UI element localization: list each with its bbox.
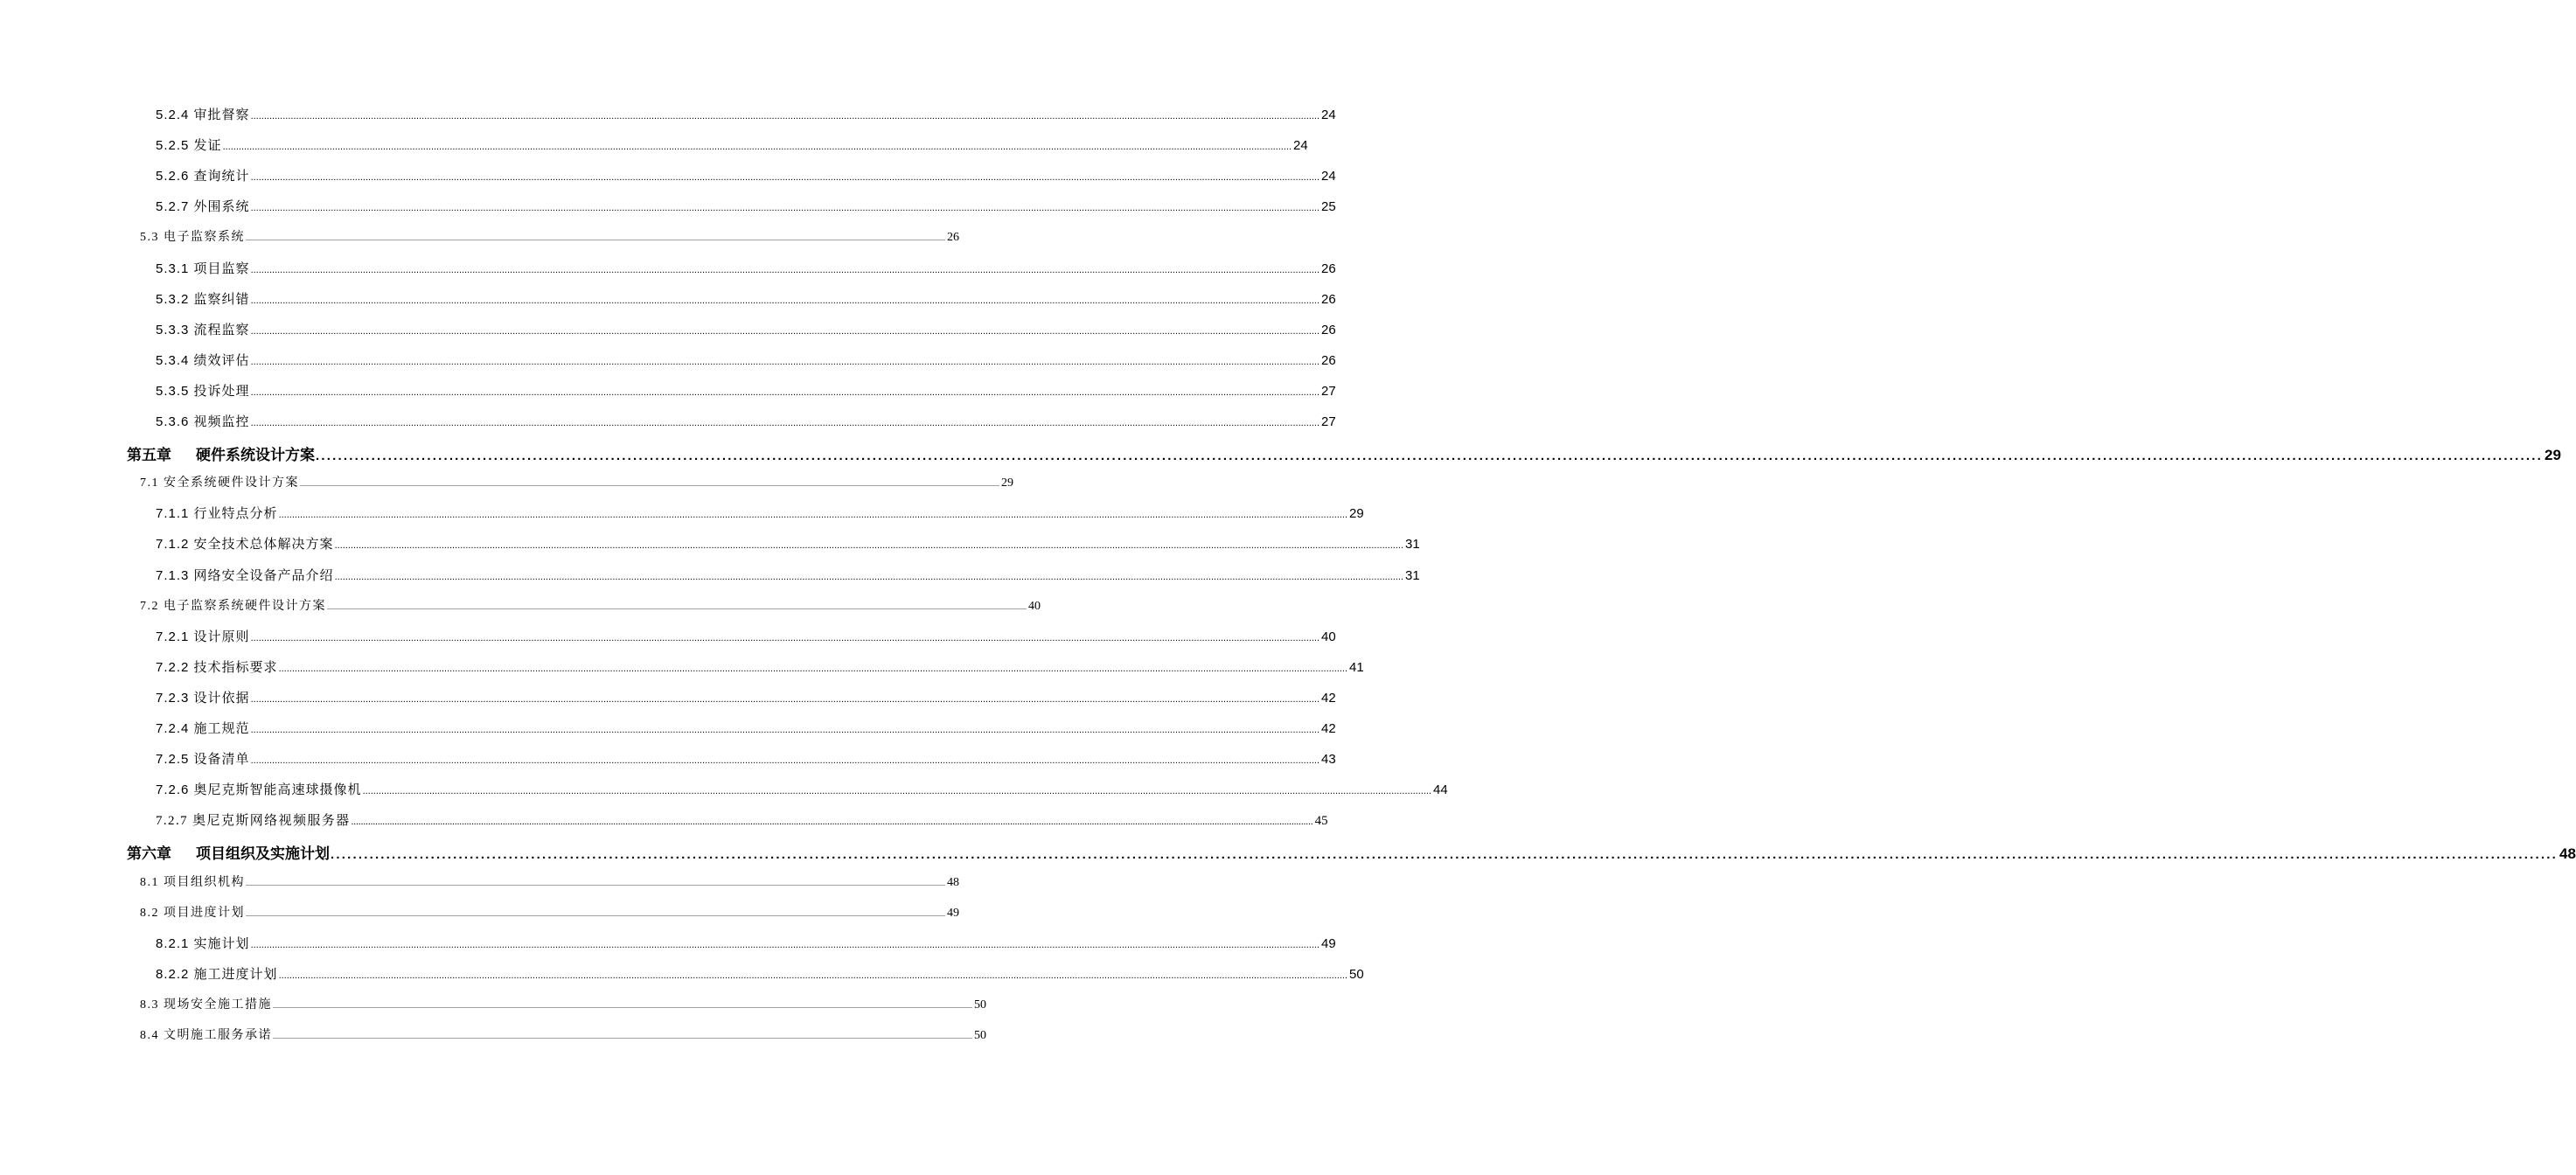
toc-entry-number: 7.1.2 (156, 537, 190, 553)
toc-entry-number: 8.3 (140, 998, 159, 1012)
toc-entry-number: 5.3 (140, 231, 159, 245)
dot-leader: ................................................................................................................................................................................................................................................................................................................................................................................................................ (250, 203, 1320, 214)
toc-subsection-entry[interactable] (0, 381, 1336, 400)
toc-entry-title: 外围系统 (193, 199, 250, 215)
dot-leader: ................................................................................................................................................................................................................................................................................................................................................................................................................ (300, 480, 999, 489)
dot-leader: ................................................................................................................................................................................................................................................................................................................................................................................................................ (250, 295, 1320, 306)
toc-entry-label (127, 442, 315, 464)
toc-subsection-entry[interactable] (0, 289, 1336, 308)
toc-page-number: 48 (947, 875, 959, 889)
toc-entry-number: 7.2 (140, 599, 159, 613)
toc-subsection-entry[interactable] (0, 934, 1336, 952)
toc-entry-label (156, 627, 250, 645)
toc-entry-label (140, 995, 272, 1012)
dot-leader: ................................................................................................................................................................................................................................................................................................................................................................................................................ (246, 234, 945, 243)
toc-entry-number: 8.1 (140, 875, 159, 889)
toc-page-number: 29 (1349, 506, 1364, 522)
toc-entry-label (156, 289, 250, 308)
toc-entry-number: 7.1 (140, 476, 159, 490)
toc-entry-label (140, 473, 299, 490)
toc-subsection-entry[interactable] (0, 566, 1420, 584)
toc-entry-title: 设计依据 (193, 690, 250, 706)
dot-leader: ................................................................................................................................................................................................................................................................................................................................................................................................................ (278, 970, 1348, 981)
toc-section-entry[interactable] (0, 227, 959, 245)
dot-leader: ................................................................................................................................................................................................................................................................................................................................................................................................................ (362, 786, 1432, 797)
dot-leader: ................................................................................................................................................................................................................................................................................................................................................................................................................ (250, 172, 1320, 184)
toc-entry-title: 发证 (193, 138, 222, 154)
toc-entry-number: 8.4 (140, 1029, 159, 1042)
toc-page-number: 45 (1314, 814, 1328, 829)
toc-page-number: 27 (1321, 383, 1336, 399)
toc-subsection-entry[interactable] (0, 688, 1336, 706)
toc-subsection-entry[interactable] (0, 719, 1336, 737)
toc-page-number: 24 (1321, 169, 1336, 184)
toc-entry-number: 8.2.2 (156, 966, 190, 982)
toc-entry-title: 行业特点分析 (193, 506, 278, 522)
toc-entry-label (156, 534, 334, 553)
toc-subsection-entry[interactable] (0, 749, 1336, 768)
toc-entry-number: 7.2.6 (156, 782, 190, 798)
toc-section-entry[interactable] (0, 995, 986, 1012)
toc-entry-title: 网络安全设备产品介绍 (193, 567, 334, 583)
toc-entry-title: 奥尼克斯网络视频服务器 (192, 814, 351, 829)
toc-entry-number: 5.3.2 (156, 291, 190, 307)
toc-entry-label (140, 596, 326, 614)
toc-entry-number: 7.1.1 (156, 506, 190, 522)
toc-entry-title: 文明施工服务承诺 (164, 1029, 272, 1042)
toc-section-entry[interactable] (0, 596, 1041, 614)
toc-entry-number: 7.1.3 (156, 567, 190, 583)
toc-page-number: 29 (1001, 476, 1013, 490)
toc-entry-label (156, 166, 250, 184)
toc-page-number: 24 (1321, 108, 1336, 122)
toc-entry-label (156, 780, 362, 798)
toc-entry-title: 硬件系统设计方案 (196, 447, 315, 464)
toc-page-number: 50 (974, 998, 986, 1012)
toc-page-number: 27 (1321, 414, 1336, 429)
toc-entry-title: 审批督察 (193, 108, 250, 122)
dot-leader: ................................................................................................................................................................................................................................................................................................................................................................................................................ (250, 693, 1320, 705)
toc-entry-title: 设备清单 (193, 752, 250, 768)
toc-entry-number: 8.2 (140, 906, 159, 920)
toc-entry-label (156, 688, 250, 706)
toc-section-entry[interactable] (0, 903, 959, 921)
toc-entry-label (156, 381, 250, 400)
toc-page-number: 26 (1321, 352, 1336, 368)
toc-entry-label (156, 810, 351, 829)
toc-page-number: 26 (1321, 261, 1336, 276)
toc-entry-title: 现场安全施工措施 (164, 998, 272, 1012)
toc-entry-number: 7.2.1 (156, 629, 190, 644)
dot-leader: ................................................................................................................................................................................................................................................................................................................................................................................................................ (273, 1001, 972, 1010)
toc-entry-number: 5.2.6 (156, 169, 190, 184)
toc-page-number: 44 (1433, 782, 1448, 798)
toc-entry-label (156, 136, 222, 154)
toc-page-number: 50 (974, 1029, 986, 1042)
toc-subsection-entry[interactable] (0, 504, 1364, 522)
toc-entry-label (156, 351, 250, 369)
toc-entry-title: 项目组织及实施计划 (196, 845, 330, 863)
toc-subsection-entry[interactable] (0, 627, 1336, 645)
toc-page-number: 49 (947, 906, 959, 920)
dot-leader: ................................................................................................................................................................................................................................................................................................................................................................................................................ (250, 264, 1320, 275)
toc-subsection-entry[interactable] (0, 320, 1336, 338)
toc-entry-title: 投诉处理 (193, 383, 250, 399)
toc-entry-label (127, 841, 330, 863)
dot-leader: ................................................................................................................................................................................................................................................................................................................................................................................................................ (278, 510, 1348, 521)
dot-leader: ................................................................................................................................................................................................................................................................................................................................................................................................................ (316, 448, 2543, 464)
toc-entry-number: 7.2.7 (156, 814, 188, 829)
dot-leader: ................................................................................................................................................................................................................................................................................................................................................................................................................ (334, 540, 1404, 552)
toc-entry-number: 7.2.5 (156, 752, 190, 768)
dot-leader: ................................................................................................................................................................................................................................................................................................................................................................................................................ (246, 909, 945, 918)
toc-entry-number: 5.3.3 (156, 322, 190, 337)
toc-entry-title: 设计原则 (193, 629, 250, 644)
dot-leader: ................................................................................................................................................................................................................................................................................................................................................................................................................ (246, 879, 945, 887)
toc-entry-number: 第六章 (127, 845, 171, 863)
toc-entry-label (156, 964, 278, 983)
toc-section-entry[interactable] (0, 473, 1013, 490)
toc-entry-title: 项目组织机构 (164, 875, 245, 889)
toc-entry-number: 5.2.7 (156, 199, 190, 215)
toc-entry-label (156, 105, 250, 123)
toc-entry-title: 查询统计 (193, 169, 250, 184)
toc-page-number: 41 (1349, 659, 1364, 675)
dot-leader: ................................................................................................................................................................................................................................................................................................................................................................................................................ (250, 632, 1320, 643)
toc-entry-label (156, 934, 250, 952)
toc-chapter-entry[interactable] (0, 442, 2561, 464)
dot-leader: ................................................................................................................................................................................................................................................................................................................................................................................................................ (273, 1032, 972, 1040)
dot-leader: ................................................................................................................................................................................................................................................................................................................................................................................................................ (327, 602, 1027, 611)
toc-page-number: 40 (1321, 629, 1336, 644)
toc-entry-title: 技术指标要求 (193, 659, 278, 675)
toc-page-number: 49 (1321, 935, 1336, 951)
toc-entry-label (140, 903, 245, 921)
toc-entry-label (156, 259, 250, 277)
toc-page-number: 29 (2545, 447, 2561, 464)
toc-subsection-entry[interactable] (0, 166, 1336, 184)
toc-entry-number: 7.2.3 (156, 690, 190, 706)
toc-entry-label (156, 749, 250, 768)
toc-entry-number: 5.3.4 (156, 352, 190, 368)
dot-leader: ................................................................................................................................................................................................................................................................................................................................................................................................................ (250, 356, 1320, 367)
toc-entry-label (140, 1026, 272, 1043)
dot-leader: ................................................................................................................................................................................................................................................................................................................................................................................................................ (250, 725, 1320, 735)
toc-entry-title: 绩效评估 (193, 352, 250, 368)
toc-subsection-entry[interactable] (0, 810, 1328, 829)
toc-section-entry[interactable] (0, 873, 959, 890)
toc-entry-number: 5.3.1 (156, 261, 190, 276)
toc-entry-title: 电子监察系统硬件设计方案 (164, 599, 326, 613)
toc-chapter-entry[interactable] (0, 841, 2576, 863)
toc-section-entry[interactable] (0, 1026, 986, 1043)
toc-page-number: 24 (1293, 138, 1308, 154)
toc-page-number: 26 (1321, 322, 1336, 337)
dot-leader: ................................................................................................................................................................................................................................................................................................................................................................................................................ (250, 939, 1320, 950)
toc-subsection-entry[interactable] (0, 780, 1448, 798)
dot-leader: ................................................................................................................................................................................................................................................................................................................................................................................................................ (250, 755, 1320, 767)
toc-entry-label (156, 566, 334, 584)
dot-leader: ................................................................................................................................................................................................................................................................................................................................................................................................................ (334, 571, 1404, 582)
toc-entry-number: 5.3.5 (156, 383, 190, 399)
dot-leader: ................................................................................................................................................................................................................................................................................................................................................................................................................ (331, 847, 2558, 863)
toc-page-number: 25 (1321, 199, 1336, 215)
toc-page-number: 43 (1321, 752, 1336, 768)
toc-page-number: 26 (947, 231, 959, 245)
toc-entry-number: 5.2.4 (156, 108, 190, 122)
toc-page-number: 31 (1405, 567, 1420, 583)
toc-entry-number: 7.2.2 (156, 659, 190, 675)
toc-entry-label (140, 873, 245, 890)
toc-entry-title: 奥尼克斯智能高速球摄像机 (193, 782, 362, 798)
toc-subsection-entry[interactable] (0, 351, 1336, 369)
toc-page-number: 42 (1321, 721, 1336, 736)
dot-leader: ................................................................................................................................................................................................................................................................................................................................................................................................................ (250, 325, 1320, 337)
dot-leader: ................................................................................................................................................................................................................................................................................................................................................................................................................ (278, 663, 1348, 674)
toc-page-number: 48 (2559, 845, 2576, 863)
toc-entry-label (156, 657, 278, 676)
toc-entry-number: 5.2.5 (156, 138, 190, 154)
toc-entry-title: 安全系统硬件设计方案 (164, 476, 299, 490)
toc-entry-label (140, 227, 245, 245)
dot-leader: ................................................................................................................................................................................................................................................................................................................................................................................................................ (222, 142, 1292, 153)
toc-entry-label (156, 504, 278, 522)
toc-entry-number: 7.2.4 (156, 721, 190, 736)
toc-page-number: 31 (1405, 537, 1420, 553)
toc-entry-label (156, 197, 250, 215)
toc-entry-title: 流程监察 (193, 322, 250, 337)
toc-entry-title: 安全技术总体解决方案 (193, 537, 334, 553)
toc-page-number: 50 (1349, 966, 1364, 982)
toc-entry-title: 电子监察系统 (164, 231, 245, 245)
toc-subsection-entry[interactable] (0, 136, 1308, 154)
toc-entry-title: 视频监控 (193, 414, 250, 429)
toc-page-number: 26 (1321, 291, 1336, 307)
toc-page-number: 42 (1321, 690, 1336, 706)
toc-entry-label (156, 412, 250, 430)
toc-entry-title: 实施计划 (193, 935, 250, 951)
toc-page-number: 40 (1028, 599, 1041, 613)
dot-leader: ................................................................................................................................................................................................................................................................................................................................................................................................................ (250, 111, 1320, 122)
toc-subsection-entry[interactable] (0, 412, 1336, 430)
toc-subsection-entry[interactable] (0, 534, 1420, 553)
toc-subsection-entry[interactable] (0, 259, 1336, 277)
toc-entry-label (156, 719, 250, 737)
toc-entry-number: 第五章 (127, 447, 171, 464)
toc-entry-title: 项目监察 (193, 261, 250, 276)
toc-subsection-entry[interactable] (0, 964, 1364, 983)
toc-entry-title: 施工进度计划 (193, 966, 278, 982)
toc-entry-number: 8.2.1 (156, 935, 190, 951)
toc-entry-title: 施工规范 (193, 721, 250, 736)
toc-subsection-entry[interactable] (0, 105, 1336, 123)
toc-entry-label (156, 320, 250, 338)
toc-entry-number: 5.3.6 (156, 414, 190, 429)
dot-leader: ................................................................................................................................................................................................................................................................................................................................................................................................................ (351, 817, 1313, 828)
toc-subsection-entry[interactable] (0, 657, 1364, 676)
toc-entry-title: 监察纠错 (193, 291, 250, 307)
dot-leader: ................................................................................................................................................................................................................................................................................................................................................................................................................ (250, 418, 1320, 428)
toc-entry-title: 项目进度计划 (164, 906, 245, 920)
dot-leader: ................................................................................................................................................................................................................................................................................................................................................................................................................ (250, 386, 1320, 398)
toc-subsection-entry[interactable] (0, 197, 1336, 215)
